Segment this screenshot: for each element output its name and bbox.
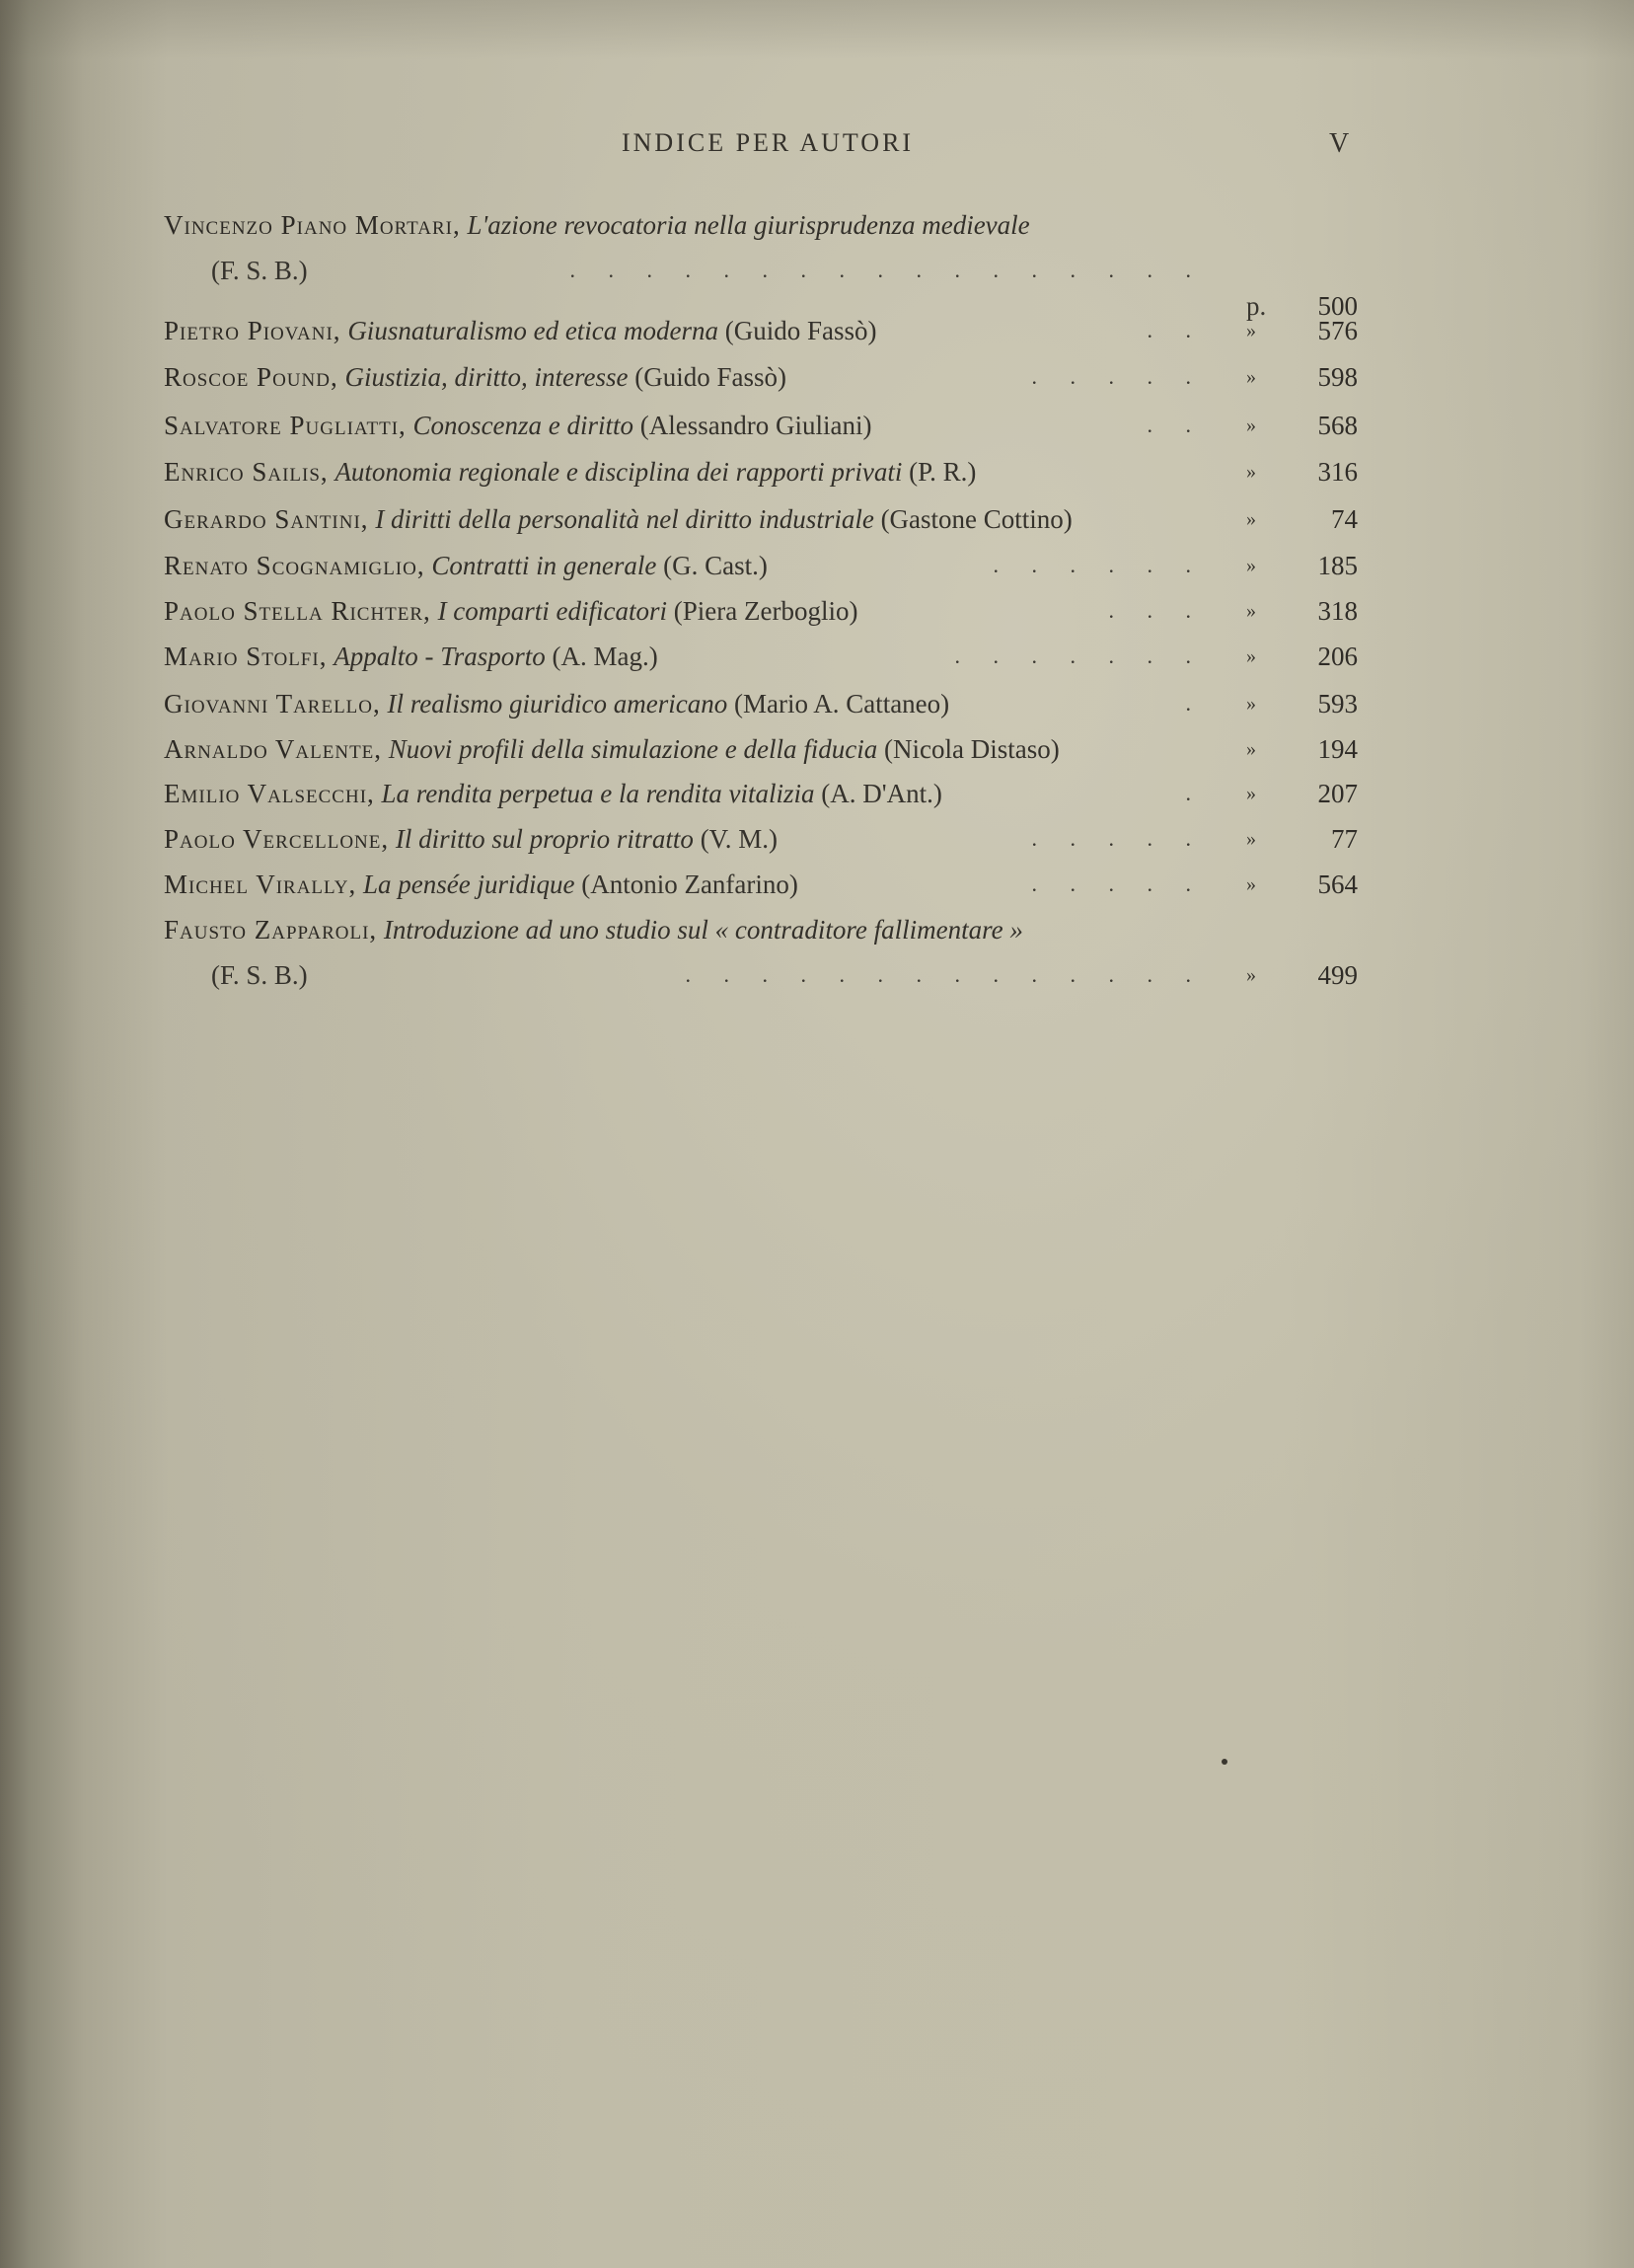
- index-entry: [164, 501, 1358, 547]
- entry-title: La pensée juridique: [362, 869, 575, 899]
- entry-reviewer: (P. R.): [909, 457, 977, 487]
- index-entry: [164, 207, 1358, 324]
- entry-reviewer: (Gastone Cottino): [880, 504, 1073, 534]
- entry-reference: [1246, 454, 1358, 490]
- entry-author: Mario Stolfi,: [164, 642, 328, 671]
- entry-reference: [1246, 639, 1358, 674]
- ditto-mark: »: [1246, 645, 1256, 667]
- ditto-mark: »: [1246, 415, 1256, 436]
- entry-author: Michel Virally,: [164, 869, 357, 899]
- entry-reference: [1246, 867, 1358, 902]
- entry-reviewer: (Alessandro Giuliani): [639, 411, 872, 440]
- ditto-mark: »: [1246, 693, 1256, 715]
- ditto-mark: »: [1246, 783, 1256, 804]
- entry-title: Il diritto sul proprio ritratto: [395, 824, 694, 854]
- leader-dots: . . . . . .: [993, 553, 1205, 577]
- entry-author: Roscoe Pound,: [164, 362, 338, 392]
- entry-reviewer: (A. Mag.): [552, 642, 658, 671]
- entry-reference: [1246, 686, 1358, 721]
- entry-title: I diritti della personalità nel diritto industriale: [375, 504, 874, 534]
- entry-reference: [1246, 776, 1358, 811]
- entry-author: Emilio Valsecchi,: [164, 779, 375, 808]
- entry-author: Paolo Vercellone,: [164, 824, 390, 854]
- paper-speck: [1222, 1759, 1227, 1765]
- entry-title: I comparti edificatori: [437, 596, 668, 626]
- entry-page: 77: [1331, 824, 1358, 854]
- entry-reference: [1246, 957, 1358, 993]
- entry-reviewer: (F. S. B.): [211, 256, 308, 285]
- index-entry: [164, 313, 1358, 358]
- ditto-mark: »: [1246, 738, 1256, 760]
- entry-reference: [1246, 501, 1358, 537]
- entry-author: Vincenzo Piano Mortari,: [164, 210, 461, 240]
- entry-page: 499: [1317, 960, 1358, 990]
- index-entry: [164, 408, 1358, 453]
- leader-dots: . .: [1147, 318, 1205, 342]
- entry-reviewer: (G. Cast.): [663, 551, 768, 580]
- ditto-mark: »: [1246, 828, 1256, 850]
- leader-dots: . . . . . . . . . . . . . .: [685, 962, 1205, 987]
- entry-author: Giovanni Tarello,: [164, 689, 381, 718]
- entry-page: 185: [1317, 551, 1358, 580]
- entry-reference: [1246, 359, 1358, 395]
- index-entry: [164, 731, 1358, 777]
- index-entry: [164, 454, 1358, 499]
- entry-reviewer: (Mario A. Cattaneo): [733, 689, 950, 718]
- entry-author: Gerardo Santini,: [164, 504, 369, 534]
- entry-author: Fausto Zapparoli,: [164, 915, 378, 945]
- entry-title: Giustizia, diritto, interesse: [344, 362, 629, 392]
- entry-reviewer: (Piera Zerboglio): [673, 596, 858, 626]
- running-title: INDICE PER AUTORI: [622, 128, 915, 157]
- entry-reference: [1246, 313, 1358, 348]
- entry-title: La rendita perpetua e la rendita vitalizia: [381, 779, 815, 808]
- ditto-mark: »: [1246, 320, 1256, 341]
- entry-title: L'azione revocatoria nella giurisprudenza medievale: [467, 210, 1030, 240]
- entry-page: 598: [1317, 362, 1358, 392]
- leader-dots: . . . . .: [1031, 871, 1205, 896]
- index-entry: [164, 359, 1358, 405]
- entry-reference: [1246, 408, 1358, 443]
- entry-page: 576: [1317, 316, 1358, 345]
- entry-author: Arnaldo Valente,: [164, 734, 383, 764]
- index-entry: [164, 548, 1358, 593]
- entry-title: Appalto - Trasporto: [334, 642, 546, 671]
- entry-reference: [1246, 593, 1358, 629]
- leader-dots: . . . . .: [1031, 364, 1205, 389]
- ditto-mark: »: [1246, 964, 1256, 986]
- entry-reference: [1246, 548, 1358, 583]
- page-number: V: [1329, 128, 1350, 159]
- entry-author: Enrico Sailis,: [164, 457, 329, 487]
- entry-reviewer: (Antonio Zanfarino): [581, 869, 798, 899]
- entry-page: 564: [1317, 869, 1358, 899]
- entry-reviewer: (V. M.): [700, 824, 778, 854]
- ditto-mark: »: [1246, 508, 1256, 530]
- index-entry: [164, 686, 1358, 731]
- entry-reviewer: (Guido Fassò): [724, 316, 877, 345]
- index-entry: [164, 593, 1358, 639]
- entry-reviewer: (Nicola Distaso): [884, 734, 1060, 764]
- entry-title: Il realismo giuridico americano: [387, 689, 728, 718]
- ditto-mark: »: [1246, 461, 1256, 483]
- ditto-mark: »: [1246, 600, 1256, 622]
- entry-page: 194: [1317, 734, 1358, 764]
- ditto-mark: »: [1246, 873, 1256, 895]
- entry-page: 568: [1317, 411, 1358, 440]
- entry-reviewer: (F. S. B.): [211, 960, 308, 990]
- entry-title: Autonomia regionale e disciplina dei rapporti privati: [334, 457, 903, 487]
- entry-page: 207: [1317, 779, 1358, 808]
- entry-title: Giusnaturalismo ed etica moderna: [347, 316, 719, 345]
- entry-author: Renato Scognamiglio,: [164, 551, 425, 580]
- page-shadow: [0, 0, 1634, 59]
- page-header: [0, 128, 1634, 168]
- entry-page: 74: [1331, 504, 1358, 534]
- entry-page: 206: [1317, 642, 1358, 671]
- leader-dots: . . . . . . .: [954, 643, 1205, 668]
- entry-title: Nuovi profili della simulazione e della fiducia: [388, 734, 878, 764]
- leader-dots: .: [1185, 691, 1205, 716]
- ditto-mark: »: [1246, 555, 1256, 576]
- entry-author: Paolo Stella Richter,: [164, 596, 431, 626]
- entry-author: Pietro Piovani,: [164, 316, 341, 345]
- entry-reference: [1246, 731, 1358, 767]
- index-entry: [164, 639, 1358, 684]
- leader-dots: . . .: [1108, 598, 1205, 623]
- entry-title: Contratti in generale: [431, 551, 657, 580]
- entry-reference: [1246, 821, 1358, 857]
- leader-dots: .: [1185, 781, 1205, 805]
- entry-page: 593: [1317, 689, 1358, 718]
- page-prefix: p.: [1246, 291, 1267, 321]
- index-entry: [164, 912, 1358, 1003]
- leader-dots: . . . . . . . . . . . . . . . . .: [569, 258, 1205, 282]
- entry-page: 318: [1317, 596, 1358, 626]
- index-entry: [164, 821, 1358, 867]
- entry-page: 316: [1317, 457, 1358, 487]
- leader-dots: . .: [1147, 413, 1205, 437]
- index-entry: [164, 776, 1358, 821]
- entry-reviewer: (A. D'Ant.): [821, 779, 942, 808]
- entry-author: Salvatore Pugliatti,: [164, 411, 407, 440]
- entry-title: Conoscenza e diritto: [412, 411, 634, 440]
- entry-reviewer: (Guido Fassò): [634, 362, 786, 392]
- entry-title: Introduzione ad uno studio sul « contraditore fallimentare »: [383, 915, 1023, 945]
- index-entry: [164, 867, 1358, 912]
- ditto-mark: »: [1246, 366, 1256, 388]
- leader-dots: . . . . .: [1031, 826, 1205, 851]
- entry-page: 500: [1317, 291, 1358, 321]
